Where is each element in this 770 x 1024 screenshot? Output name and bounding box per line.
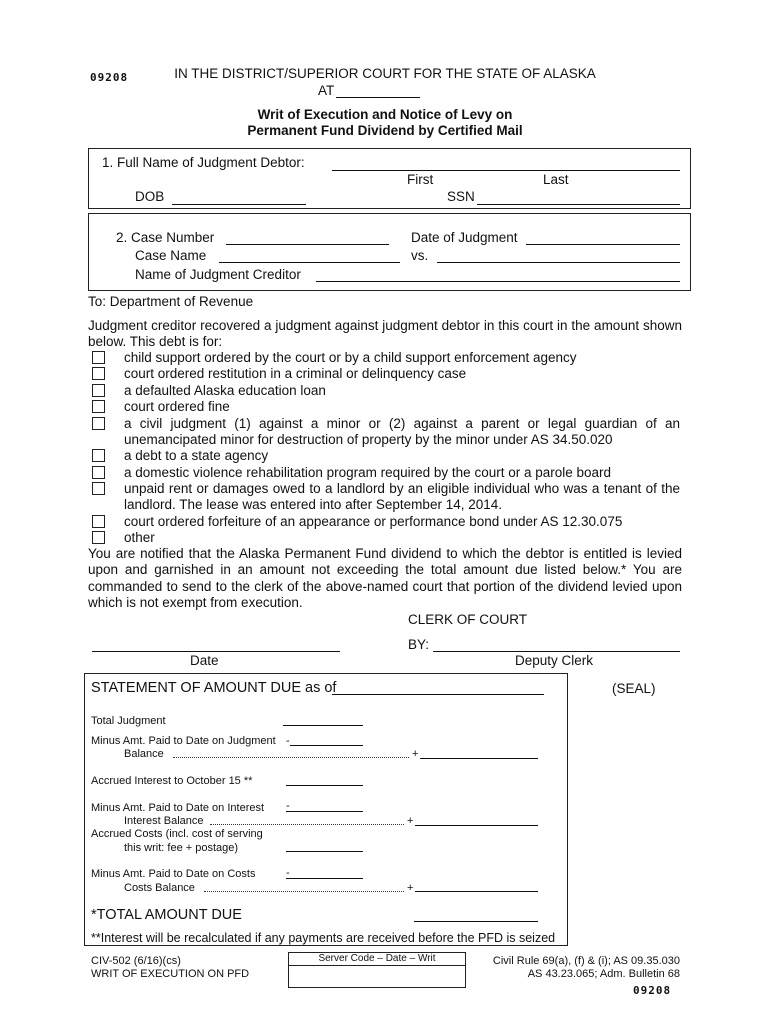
date-of-judgment-label: Date of Judgment — [411, 230, 518, 245]
first-label: First — [407, 172, 434, 187]
minus-judgment-label: Minus Amt. Paid to Date on Judgment — [91, 735, 276, 747]
signature-field[interactable] — [433, 651, 680, 652]
accrued-interest-label: Accrued Interest to October 15 ** — [91, 775, 253, 787]
checkbox-state-agency[interactable] — [92, 449, 105, 462]
rules-line-1: Civil Rule 69(a), (f) & (i); AS 09.35.030 — [492, 955, 680, 967]
creditor-field[interactable] — [316, 281, 680, 282]
minus-sign: - — [286, 867, 290, 879]
option-label: a defaulted Alaska education loan — [124, 383, 326, 398]
costs-balance-label: Costs Balance — [124, 882, 195, 894]
by-label: BY: — [408, 637, 430, 652]
leader-dots — [210, 824, 404, 825]
ssn-field[interactable] — [477, 204, 680, 205]
interest-balance-field[interactable] — [415, 825, 538, 826]
server-code-label: Server Code – Date – Writ — [289, 953, 465, 966]
leader-dots — [204, 891, 404, 892]
case-number-label: 2. Case Number — [116, 230, 215, 245]
plus-sign: + — [407, 815, 414, 827]
deputy-clerk-label: Deputy Clerk — [515, 653, 594, 668]
clerk-of-court: CLERK OF COURT — [408, 612, 528, 627]
title-line-1: Writ of Execution and Notice of Levy on — [257, 107, 513, 122]
statement-heading: STATEMENT OF AMOUNT DUE as of — [91, 680, 337, 696]
case-name-label: Case Name — [135, 248, 207, 263]
option-label: other — [124, 530, 155, 545]
option-label: a domestic violence rehabilitation program required by the court or a parole board — [124, 465, 612, 480]
date-label: Date — [190, 653, 219, 668]
total-judgment-label: Total Judgment — [91, 715, 166, 727]
checkbox-child-support[interactable] — [92, 351, 105, 364]
costs-balance-field[interactable] — [415, 891, 538, 892]
date-field[interactable] — [92, 651, 340, 652]
ssn-label: SSN — [447, 189, 475, 204]
to-line: To: Department of Revenue — [88, 294, 254, 309]
option-label: unpaid rent or damages owed to a landlord by an eligible individual who was a tenant of the landlord. The lease was entered into after September 14, 2014. — [124, 481, 680, 513]
accrued-costs-label-2: this writ: fee + postage) — [124, 842, 239, 854]
notice-text: You are notified that the Alaska Permanent Fund dividend to which the debtor is entitled is levied upon and garnished in an amount not exceeding the total amount due listed below.* You are commanded to send to the clerk of the above-named court that portion of the dividend levied upon which is not exempt from execution. — [88, 546, 682, 610]
accrued-costs-field[interactable] — [286, 851, 363, 852]
leader-dots — [173, 757, 409, 758]
debtor-name-label: 1. Full Name of Judgment Debtor: — [102, 155, 305, 170]
form-code: 09208 — [90, 71, 129, 84]
accrued-interest-field[interactable] — [286, 785, 363, 786]
form-id: CIV-502 (6/16)(cs) — [91, 955, 181, 967]
debtor-name-field[interactable] — [332, 170, 680, 171]
form-name: WRIT OF EXECUTION ON PFD — [91, 968, 250, 980]
dob-label: DOB — [135, 189, 165, 204]
checkbox-bond-forfeiture[interactable] — [92, 515, 105, 528]
option-label: court ordered fine — [124, 399, 230, 414]
form-code-bottom: 09208 — [633, 984, 672, 997]
last-label: Last — [543, 172, 569, 187]
paid-costs-field[interactable] — [286, 878, 363, 879]
intro-text: Judgment creditor recovered a judgment against judgment debtor in this court in the amount shown below. This debt is for: — [88, 318, 682, 350]
case-name-field[interactable] — [219, 262, 400, 263]
paid-judgment-field[interactable] — [290, 745, 363, 746]
seal-label: (SEAL) — [612, 681, 656, 696]
creditor-label: Name of Judgment Creditor — [135, 267, 301, 282]
checkbox-unpaid-rent[interactable] — [92, 482, 105, 495]
at-label: AT — [318, 83, 335, 98]
total-due-field[interactable] — [414, 921, 538, 922]
minus-sign: - — [286, 735, 290, 747]
interest-balance-label: Interest Balance — [124, 815, 204, 827]
minus-interest-label: Minus Amt. Paid to Date on Interest — [91, 802, 265, 814]
statement-date-field[interactable] — [332, 694, 544, 695]
option-label: child support ordered by the court or by a child support enforcement agency — [124, 350, 577, 365]
court-heading: IN THE DISTRICT/SUPERIOR COURT FOR THE STATE OF ALASKA — [174, 66, 596, 81]
checkbox-education-loan[interactable] — [92, 384, 105, 397]
minus-sign: - — [286, 800, 290, 812]
accrued-costs-label: Accrued Costs (incl. cost of serving — [91, 828, 263, 840]
option-label: court ordered restitution in a criminal or delinquency case — [124, 366, 467, 381]
balance-label: Balance — [124, 748, 164, 760]
minus-costs-label: Minus Amt. Paid to Date on Costs — [91, 868, 256, 880]
title-line-2: Permanent Fund Dividend by Certified Mail — [247, 123, 523, 138]
rules-line-2: AS 43.23.065; Adm. Bulletin 68 — [527, 968, 680, 980]
plus-sign: + — [412, 748, 419, 760]
checkbox-restitution[interactable] — [92, 367, 105, 380]
checkbox-other[interactable] — [92, 531, 105, 544]
checkbox-civil-judgment[interactable] — [92, 417, 105, 430]
date-of-judgment-field[interactable] — [526, 244, 680, 245]
checkbox-fine[interactable] — [92, 400, 105, 413]
option-label: court ordered forfeiture of an appearance or performance bond under AS 12.30.075 — [124, 514, 623, 529]
plus-sign: + — [407, 882, 414, 894]
location-field[interactable] — [336, 97, 420, 98]
dob-field[interactable] — [172, 204, 306, 205]
interest-footnote: **Interest will be recalculated if any payments are received before the PFD is seized — [91, 931, 556, 945]
option-label: a civil judgment (1) against a minor or (2) against a parent or legal guardian of an unemancipated minor for destruction of property by the minor under AS 34.50.020 — [124, 416, 680, 448]
balance-field[interactable] — [420, 758, 538, 759]
checkbox-dv-program[interactable] — [92, 466, 105, 479]
vs-label: vs. — [411, 248, 429, 263]
vs-field[interactable] — [437, 262, 680, 263]
case-number-field[interactable] — [226, 244, 389, 245]
total-due-label: *TOTAL AMOUNT DUE — [91, 907, 242, 923]
option-label: a debt to a state agency — [124, 448, 269, 463]
total-judgment-field[interactable] — [283, 725, 363, 726]
paid-interest-field[interactable] — [286, 811, 363, 812]
